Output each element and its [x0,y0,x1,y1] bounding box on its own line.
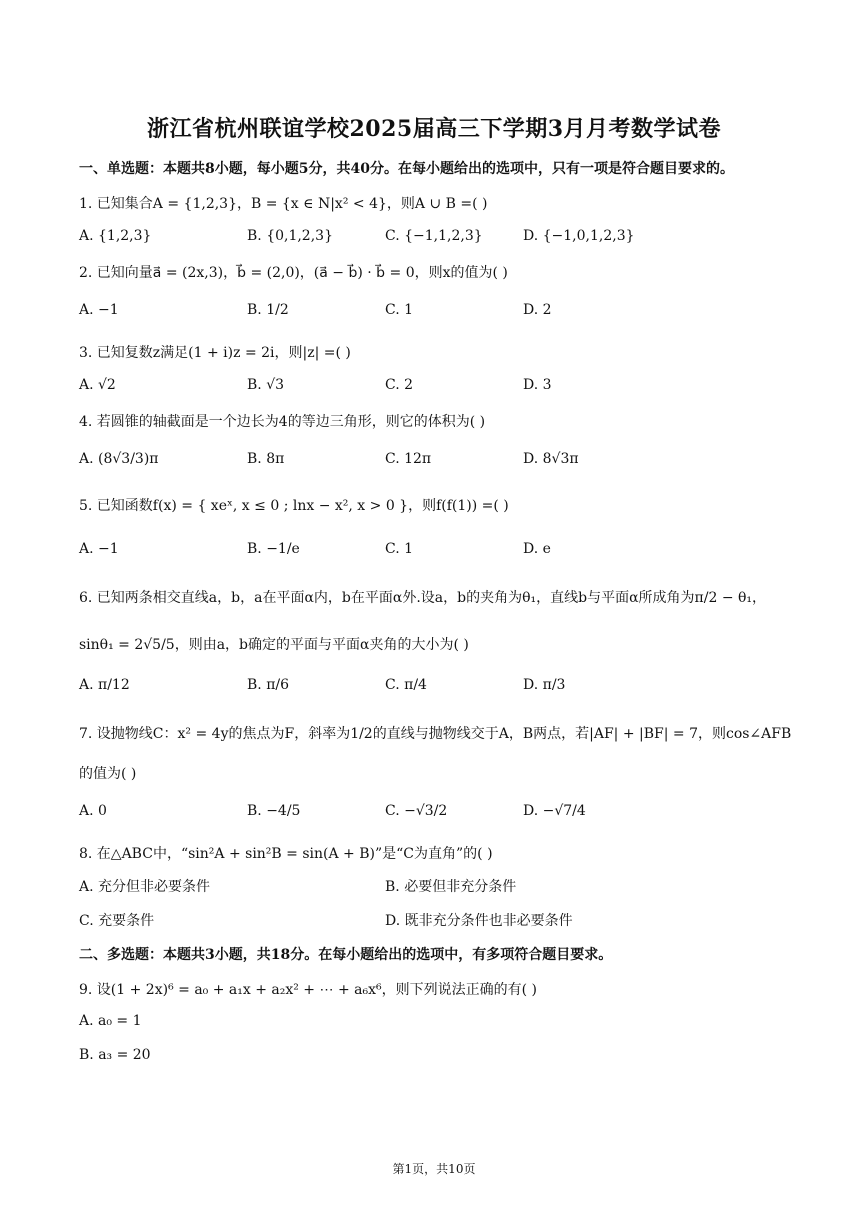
option-d: D. 既非充分条件也非必要条件 [385,913,573,929]
question-1-options [79,228,799,254]
section-heading-multiple-choice: 二、多选题：本题共3小题，共18分。在每小题给出的选项中，有多项符合题目要求。 [79,947,613,963]
option-c: C. π/4 [385,677,427,693]
question-5-stem: 5. 已知函数f(x) = { xeˣ, x ≤ 0 ; lnx − x², x > 0 }，则f(f(1)) =( ) [79,498,509,514]
question-6-stem: 6. 已知两条相交直线a，b，a在平面α内，b在平面α外.设a，b的夹角为θ₁，直线b与平面α所成角为π/2 − θ₁， [79,590,767,606]
option-b: B. {0,1,2,3} [247,228,333,244]
question-7-stem-cont: 的值为( ) [79,766,137,782]
option-a: A. π/12 [79,677,130,693]
page-footer: 第1页，共10页 [392,1162,476,1176]
question-2-stem: 2. 已知向量a⃗ = (2x,3)，b⃗ = (2,0)，(a⃗ − b⃗) · b⃗ = 0，则x的值为( ) [79,265,508,281]
question-5-options [79,541,799,567]
page-title: 浙江省杭州联谊学校2025届高三下学期3月月考数学试卷 [146,116,722,142]
section-heading-single-choice: 一、单选题：本题共8小题，每小题5分，共40分。在每小题给出的选项中，只有一项是符合题目要求的。 [79,161,734,177]
question-4-stem: 4. 若圆锥的轴截面是一个边长为4的等边三角形，则它的体积为( ) [79,414,486,430]
option-b: B. 8π [247,451,285,467]
option-d: D. 3 [523,377,552,393]
option-c: C. 1 [385,302,414,318]
option-a: A. −1 [79,541,119,557]
option-d: D. 2 [523,302,552,318]
option-b: B. √3 [247,377,285,393]
option-d: D. {−1,0,1,2,3} [523,228,635,244]
question-9-option-a: A. a₀ = 1 [79,1013,142,1029]
option-c: C. −√3/2 [385,803,448,819]
option-a: A. 充分但非必要条件 [79,879,211,895]
question-6-options [79,677,799,703]
question-6-stem-cont: sinθ₁ = 2√5/5，则由a，b确定的平面与平面α夹角的大小为( ) [79,637,469,653]
question-4-options [79,451,799,477]
option-b: B. 必要但非充分条件 [385,879,517,895]
question-3-options [79,377,799,403]
option-a: A. √2 [79,377,116,393]
option-a: A. (8√3/3)π [79,451,159,467]
question-7-options [79,803,799,829]
option-c: C. 12π [385,451,432,467]
option-c: C. 2 [385,377,414,393]
option-b: B. 1/2 [247,302,289,318]
option-c: C. 1 [385,541,414,557]
option-a: A. 0 [79,803,107,819]
option-d: D. π/3 [523,677,566,693]
question-7-stem: 7. 设抛物线C：x² = 4y的焦点为F，斜率为1/2的直线与抛物线交于A，B两点，若|AF| + |BF| = 7，则cos∠AFB [79,726,792,742]
question-1-stem: 1. 已知集合A = {1,2,3}，B = {x ∈ N|x² < 4}，则A ∪ B =( ) [79,196,488,212]
question-3-stem: 3. 已知复数z满足(1 + i)z = 2i，则|z| =( ) [79,345,351,361]
question-9-stem: 9. 设(1 + 2x)⁶ = a₀ + a₁x + a₂x² + ⋯ + a₆x⁶，则下列说法正确的有( ) [79,982,537,998]
option-a: A. −1 [79,302,119,318]
option-d: D. e [523,541,551,557]
option-d: D. −√7/4 [523,803,586,819]
question-8-options-row2 [79,910,799,936]
option-b: B. π/6 [247,677,290,693]
question-9-option-b: B. a₃ = 20 [79,1047,151,1063]
question-2-options [79,302,799,328]
option-c: C. {−1,1,2,3} [385,228,483,244]
question-8-options-row1 [79,876,799,902]
question-8-stem: 8. 在△ABC中，“sin²A + sin²B = sin(A + B)”是“C为直角”的( ) [79,846,493,862]
option-d: D. 8√3π [523,451,579,467]
option-a: A. {1,2,3} [79,228,152,244]
option-b: B. −1/e [247,541,300,557]
option-b: B. −4/5 [247,803,301,819]
option-c: C. 充要条件 [79,913,155,929]
